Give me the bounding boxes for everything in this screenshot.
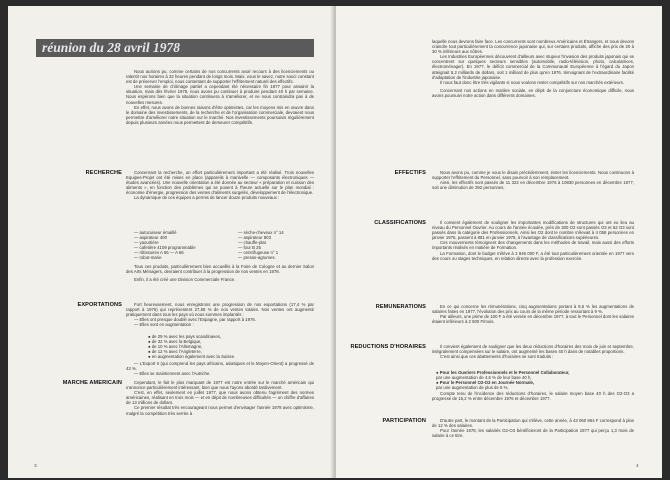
marche-paragraph: Ce premier résultat très encourageant nous permet d'envisager l'année 1978 avec optimisme, malgré la compétition très serrée à [126,405,314,416]
reduction-item: ● Pour les Ouvriers Professionnels et le Personnel Collaborateur, [436,370,570,375]
right-paragraph: Il nous faut donc être très vigilants si nous voulons rester compétitifs sur nos marchés extérieurs. [440,79,625,85]
reductions-paragraph: C'est ainsi que ces abattements d'horaires se sont traduits : [440,354,554,360]
section-label-reductions: REDUCTIONS D'HORAIRES [350,344,426,350]
right-page [336,6,662,478]
intro-paragraph: Nous aurions pu, comme certains de nos concurrents avoir recours à des licenciements ou ralentir nos horaires à 32 heures pendant de longs mois. Mais, vous le savez, notre souci constant est de préserver l'emploi, nous contentant de supporter l'effritement naturel des effectifs. [126,69,314,85]
product-item: — yaourtière [134,240,159,246]
recherche-text [126,170,314,201]
recherche-paragraph: La dynamique de ces équipes a permis de lancer douze produits nouveaux : [134,195,280,201]
exportations-text [126,302,314,327]
exportations-paragraph: Fort heureusement, nous enregistrons une progression de nos exportations (17,4 % par rapport à 1976) qui représentent 27,58 % de nos ventes totales. Nos ventes ont augmenté pratiquement dans tous les pays où nous sommes implantés : [126,302,314,318]
page-number: 3 [34,464,37,469]
participation-paragraph: D'autre part, le montant de la Participation qui s'élève, cette année, à 43 060 864 F correspond à plus de 12 % des salaires. [432,418,634,429]
right-paragraph: Les Industries Européennes découvrent d'ailleurs avec stupeur l'invasion des produits japonais qui se concentrent sur quelques secteurs sensibles (automobile, radio-télévision, photo, calculatrices, électroménager). En 1977, le déficit commercial de la Communauté Européenne à l'égard du Japon atteignait 5,2 milliards de dollars, soit 1 milliard de plus qu'en 1976, témoignant de l'extraordinaire facilité d'adaptation de l'industrie japonaise. [432,54,634,80]
products-list [134,230,314,262]
section-label-exportations: EXPORTATIONS [77,302,122,308]
recherche-paragraph: Tous ces produits, particulièrement bien accueillis à la Foire de Cologne et au dernier Salon des Arts Ménagers, devraient contribuer à la progression de nos ventes en 1978. [126,264,314,275]
country-item: ● de 29 % avec les pays scandinaves, [148,334,222,339]
section-label-recherche: RECHERCHE [85,170,122,176]
exportations-paragraph: — L'Export II (qui comprend les pays africains, asiatiques et le Moyen-Orient) a progressé de 43 %. [126,361,314,372]
section-label-classifications: CLASSIFICATIONS [374,220,426,226]
remunerations-paragraph: Par ailleurs, une prime de 100 F a été versée en décembre 1977, à tout le Personnel dont les salaires étaient inférieurs à 2 500 F/mois. [432,314,634,325]
section-label-effectifs: EFFECTIFS [394,170,426,176]
reductions-list [436,370,634,390]
marche-paragraph: Cependant, le fait le plus marquant de 1977 est notre entrée sur le marché américain qui s'annonce particulièrement intéressant, bien que nous l'ayons abordé tardivement. [126,380,314,391]
reductions-after-text [432,391,634,401]
country-item: ● en augmentation également avec la Suisse. [148,354,236,360]
classifications-paragraph: Il convient également de souligner les importantes modifications de structures qui ont eu lieu au niveau du Personnel Ouvrier. Au cours de l'année écoulée, près de 300 O2 sont passés O3 et 62 O3 sont passés dans la catégorie des Professionnels. Ainsi les O2 dont le nombre s'élevait à 4 058 personnes en janvier 1976, passent à 881 en janvier 1978, à l'avantage de classifications supérieures. [432,220,634,241]
intro-text [126,69,314,125]
product-item: — chauffe-plat [238,240,266,246]
effectifs-text [432,170,634,190]
reductions-paragraph: Compte tenu de l'incidence des réductions d'horaires, le salaire moyen base 40 h des O2-O3 a progressé de 15,2 % entre décembre 1976 et décembre 1977. [432,391,634,402]
exportations-after-text [126,361,314,376]
classifications-text [432,220,634,261]
reductions-paragraph: Il convient également de souligner que les deux réductions d'horaires des mois de juin et septembre, intégralement compensées sur le salaire, ont augmenté les bases 40 h dans de notables proportions. [432,344,634,355]
section-label-marche-americain: MARCHE AMERICAIN [62,380,122,386]
products-column-left [134,230,196,261]
reductions-text [432,344,634,359]
participation-paragraph: Pour l'année 1978, les salariés O2-O3 bénéficieront de la Participation 1977 qui perçu 1,3 mois de salaire à ce titre. [432,428,634,439]
country-item: ● de 10 % avec l'Allemagne, [148,344,203,350]
recherche-paragraph: Enfin, il a été créé une Division Commerciale France. [134,277,236,283]
product-item: — centrifugeuse n° 1 [238,250,279,256]
reduction-item: par une augmentation de 4,6 % de leur base 40 h, [436,375,532,381]
product-item: — presse-agrumes. [238,255,276,261]
effectifs-paragraph: Nous avons pu, comme je vous le disais précédemment, éviter les licenciements. Nous continuons à supporter l'effritement du Personnel, sans pourvoir à son remplacement. [432,170,634,181]
product-item: — sèche-cheveux n° 14 [238,230,284,235]
effectifs-paragraph: Ainsi, les effectifs sont passés de 11 322 en décembre 1976 à 10830 personnes en décembre 1977, soit une diminution de 392 personnes. [432,180,634,191]
exportations-paragraph: — Elles se maintiennent avec l'Autriche. [134,371,211,377]
country-item: ● de 12 % avec l'Angleterre, [148,349,202,355]
exportations-paragraph: — Elles ont presque doublé avec l'Espagne, par rapport à 1976. [134,317,256,323]
marche-text [126,380,314,416]
product-item: — robot-marie [134,255,162,261]
reduction-item: ● Pour le Personnel O2-O3 en Journée Normale, [436,380,535,386]
product-item: — cafetière 4109 programmable [134,245,196,251]
title-banner [36,39,314,57]
product-item: — rôtissoires A 55 — A 66 [134,250,184,256]
remunerations-paragraph: En ce qui concerne les rémunérations, cinq augmentations portant à 9,5 % les augmentations de salaires faites en 1977, l'évolution des prix au cours de la même période ressortant à 9 %. [432,304,634,315]
left-page [8,6,334,478]
products-column-right [238,230,284,261]
marche-paragraph: C'est, en effet, seulement en juillet 1977, que nous avons obtenu l'agrément des normes américaines, réalisant en trois mois — et en dépit de nombreuses difficultés — un chiffre d'affaires de 13 millions de dollars. [126,390,314,406]
recherche-after-text [126,264,314,282]
right-paragraph: Concernant nos actions en matière sociale, en dépit de la conjoncture économique difficile, nous avons poursuivi notre action dans différents domaines. [432,87,634,98]
document-spread [8,6,662,478]
remunerations-text [432,304,634,324]
product-item: — autocuiseur émaillé [134,230,177,235]
right-paragraph: laquelle nous devrons faire face. Les concurrents sont nombreux Américains et Étrangers, et nous devons craindre tout particulièrement la concurrence japonaise qui, sur certains produits, affiche des prix de 20 à 30 % inférieurs aux nôtres. [432,39,634,55]
product-item: — aspirateur 803 [238,235,271,241]
recherche-paragraph: Concernant la recherche, un effort particulièrement important a été réalisé. Trois nouvelles Equipes-Projet ont été mises en place (appareils à manivelle — composants électroniques — études avancées). Une nouvelle orientation a été donnée au secteur « préparation et cuisson des aliments », en fonction des problèmes qui se posent à l'heure actuelle sur le plan mondial : économie d'énergie, progression des ventes d'aliments surgelés, développement de l'électronique. [126,170,314,196]
page-number: 4 [636,464,639,469]
countries-list [148,334,318,359]
product-item: — four B 25 [238,245,261,251]
section-label-participation: PARTICIPATION [382,418,426,424]
reduction-item: par une augmentation de plus de 6 %. [436,385,509,391]
product-item: — aspirateur 400 [134,235,167,241]
classifications-paragraph: La Formation, dont le budget s'élève à 2 846 000 F, a été tout particulièrement orientée en 1977 vers des cours ou stages techniques, en relation directe avec la profession exercée. [432,250,634,261]
country-item: ● de 32 % avec la Belgique, [148,339,202,345]
page-title: réunion du 28 avril 1978 [42,40,181,55]
intro-paragraph: En effet, nous avons de bonnes raisons d'être optimistes, car les moyens mis en œuvre dans le domaine des investissements, de la recherche et de l'organisation commerciale, devraient nous permettre d'améliorer notre situation sur le marché. Nos investissements poursuivis régulièrement depuis plusieurs années nous permettent de demeurer compétitifs. [126,104,314,125]
section-label-remunerations: REMUNERATIONS [375,304,426,310]
exportations-paragraph: — Elles sont en augmentation : [134,322,194,328]
participation-text [432,418,634,438]
intro-paragraph: Une semaine de chômage partiel a cependant été nécessaire fin 1977 pour assainir la situation, mais dès février 1978, nous avons pu continuer à produire pendant 40 h par semaine. Nous espérons bien que la situation continuera à s'améliorer, et ne nous contraindra pas à de nouvelles mesures. [126,84,314,105]
classifications-paragraph: Ces mouvements témoignent des changements dans les méthodes de travail, mais aussi des efforts importants réalisés en matière de Formation. [432,240,634,251]
right-intro-text [432,39,634,98]
